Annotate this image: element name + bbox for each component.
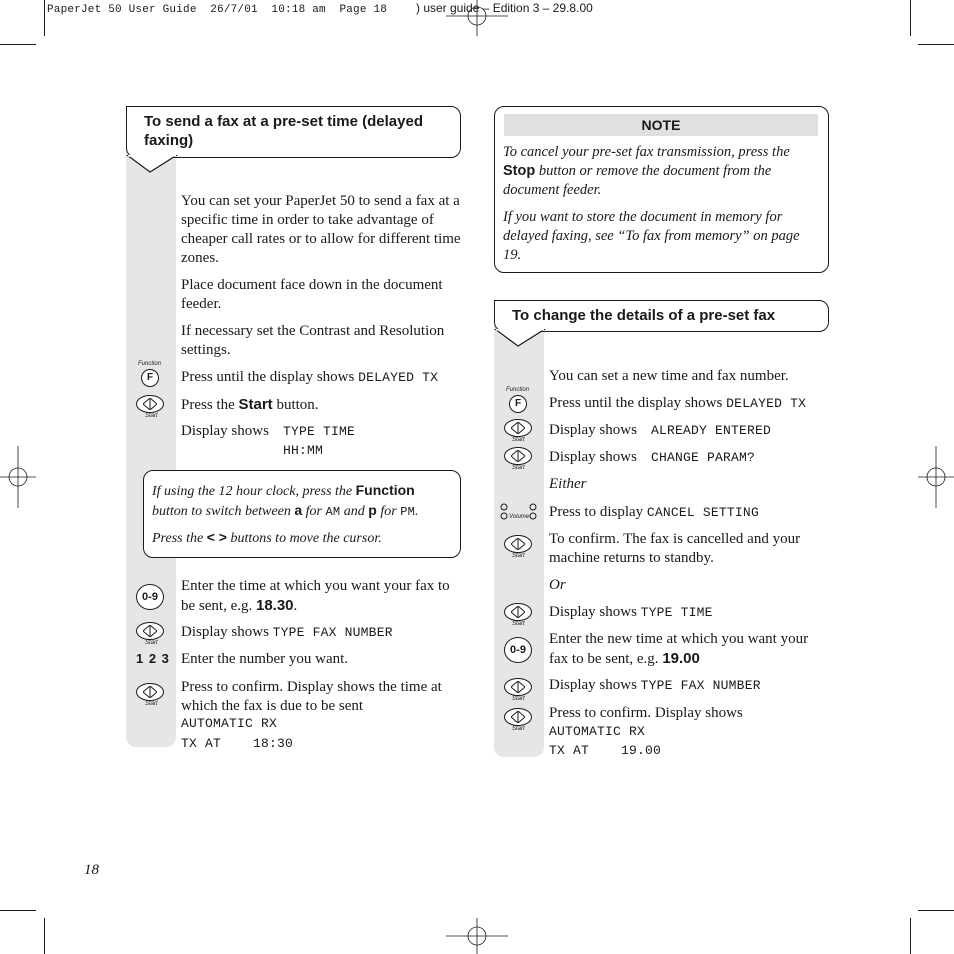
either-label: Either <box>549 476 587 492</box>
registration-mark-left <box>0 446 36 508</box>
right-step-confirm-cancel: To confirm. The fax is cancelled and your machine returns to standby. <box>549 531 801 566</box>
right-display-type-time: Display shows TYPE TIME <box>549 604 713 620</box>
start-key-icon-r1 <box>504 419 532 437</box>
cursor-tip-text: Press the < > buttons to move the cursor. <box>152 529 382 546</box>
left-step-press-until: Press until the display shows DELAYED TX <box>181 369 439 385</box>
left-step-press-start: Press the Start button. <box>181 396 319 413</box>
start-label-r1: Start <box>512 437 525 443</box>
right-display-type-fax: Display shows TYPE FAX NUMBER <box>549 677 761 693</box>
registration-mark-bottom <box>446 918 508 954</box>
display-change-param: CHANGE PARAM? <box>651 450 756 465</box>
start-label: Start <box>145 413 158 419</box>
right-display-shows-2: Display shows <box>549 449 637 465</box>
header-pointer <box>126 155 178 175</box>
left-intro: You can set your PaperJet 50 to send a fax at a specific time in order to take advantage of cheaper call rates or to allow for different time zones. <box>181 193 461 266</box>
right-step-enter-new: Enter the new time at which you want your fax to be sent, e.g. 19.00 <box>549 631 809 667</box>
function-label-r: Function <box>506 387 530 393</box>
start-key-icon-2 <box>136 622 164 640</box>
right-step-press-display: Press to display CANCEL SETTING <box>549 504 759 520</box>
start-label-r3: Start <box>512 553 525 559</box>
header-pointer-right <box>494 329 546 349</box>
note-title: NOTE <box>504 114 818 136</box>
start-key-icon-r3 <box>504 535 532 553</box>
page-number: 18 <box>84 862 99 878</box>
display-delayed-tx: DELAYED TX <box>358 370 439 385</box>
start-key-icon-r4 <box>504 603 532 621</box>
left-step-enter-time: Enter the time at which you want your fax to be sent, e.g. 18.30. <box>181 578 450 614</box>
right-step-press-until: Press until the display shows DELAYED TX <box>549 395 807 411</box>
left-section-title: To send a fax at a pre-set time (delayed faxing) <box>144 113 423 149</box>
start-label-r5: Start <box>512 696 525 702</box>
note-paragraph-2: If you want to store the document in memory for delayed faxing, see “To fax from memory” on page 19. <box>503 209 800 263</box>
right-intro: You can set a new time and fax number. <box>549 368 789 384</box>
function-key-icon-r: F <box>509 395 527 413</box>
registration-mark-right <box>918 446 954 508</box>
number-keys-icon: 1 2 3 <box>136 651 170 666</box>
function-key-icon: F <box>141 369 159 387</box>
volume-label: Volume <box>509 514 530 520</box>
function-label: Function <box>138 361 162 367</box>
start-key-icon-r5 <box>504 678 532 696</box>
right-display-tx-at: TX AT 19.00 <box>549 743 662 758</box>
digit-keys-icon: 0-9 <box>136 584 164 610</box>
clock-tip-text: If using the 12 hour clock, press the Function button to switch between a for AM and p for PM. <box>152 482 419 519</box>
edition-label: ) user guide – Edition 3 – 29.8.00 <box>416 1 593 15</box>
print-slug: PaperJet 50 User Guide 26/7/01 10:18 am Page 18 <box>47 4 388 16</box>
display-automatic-rx: AUTOMATIC RX <box>181 716 278 731</box>
left-display-shows-1: Display shows <box>181 423 269 439</box>
display-already-entered: ALREADY ENTERED <box>651 423 772 438</box>
start-label-3: Start <box>145 701 158 707</box>
start-label-r4: Start <box>512 621 525 627</box>
start-key-icon-r2 <box>504 447 532 465</box>
left-step-enter-number: Enter the number you want. <box>181 651 349 667</box>
display-hhmm: HH:MM <box>283 443 324 458</box>
start-label-r6: Start <box>512 726 525 732</box>
note-paragraph-1: To cancel your pre-set fax transmission, press the Stop button or remove the document from the document feeder. <box>503 144 790 198</box>
digit-keys-icon-r: 0-9 <box>504 637 532 663</box>
display-type-time: TYPE TIME <box>283 424 356 439</box>
start-label-2: Start <box>145 640 158 646</box>
right-display-automatic-rx: AUTOMATIC RX <box>549 724 646 739</box>
left-step-contrast: If necessary set the Contrast and Resolution settings. <box>181 323 445 358</box>
start-key-icon-r6 <box>504 708 532 726</box>
right-section-title: To change the details of a pre-set fax <box>512 307 776 324</box>
left-step-place: Place document face down in the document feeder. <box>181 277 443 312</box>
left-step-confirm: Press to confirm. Display shows the time at which the fax is due to be sent <box>181 679 442 714</box>
right-display-shows-1: Display shows <box>549 422 637 438</box>
start-label-r2: Start <box>512 465 525 471</box>
start-key-icon <box>136 395 164 413</box>
or-label: Or <box>549 577 566 593</box>
start-key-icon-3 <box>136 683 164 701</box>
left-display-type-fax: Display shows TYPE FAX NUMBER <box>181 624 393 640</box>
display-tx-at: TX AT 18:30 <box>181 736 294 751</box>
right-step-confirm: Press to confirm. Display shows <box>549 705 743 721</box>
